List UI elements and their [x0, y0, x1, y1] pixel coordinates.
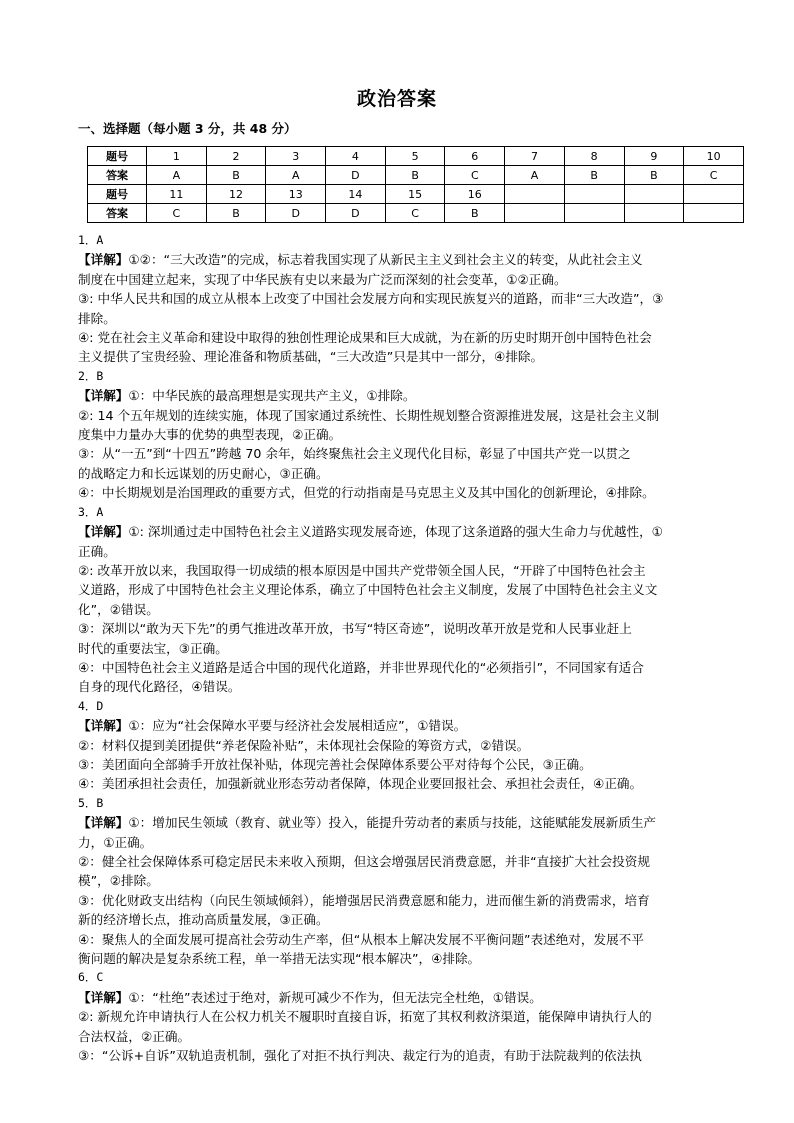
text-line: ④：中国特色社会主义道路是适合中国的现代化道路，并非世界现代化的“必须指引”，不同国家有适合	[78, 659, 644, 675]
text-line: ②: 新规允许申请执行人在公权力机关不履职时直接自诉，拓宽了其权利救济渠道，能保障申请执行人的	[78, 1009, 652, 1025]
text-line: 化”，②错误。	[78, 601, 159, 617]
table-cell: D	[326, 166, 386, 185]
text-line: ④：美团承担社会责任，加强新就业形态劳动者保障，体现企业要回报社会、承担社会责任，④正确。	[78, 776, 643, 792]
text-line: 力，①正确。	[78, 834, 153, 850]
table-row	[88, 204, 744, 223]
table-row	[88, 147, 744, 166]
table-cell: 14	[326, 185, 386, 204]
question-number: 1．A	[78, 233, 104, 247]
table-cell: C	[385, 204, 445, 223]
table-cell: B	[624, 166, 684, 185]
row-label: 题号	[88, 185, 147, 204]
text-line: 【详解】①：增加民生领域（教育、就业等）投入，能提升劳动者的素质与技能，这能赋能发展新质生产	[78, 815, 657, 831]
text-line: ④: 党在社会主义革命和建设中取得的独创性理论成果和巨大成就，为在新的历史时期开创中国特色社会	[78, 330, 652, 346]
table-cell	[624, 204, 684, 223]
text-line: 模”，②排除。	[78, 873, 159, 889]
table-cell: 6	[445, 147, 505, 166]
table-cell: C	[684, 166, 744, 185]
table-cell: C	[445, 166, 505, 185]
table-cell: 1	[147, 147, 207, 166]
table-cell: 16	[445, 185, 505, 204]
table-cell	[624, 185, 684, 204]
explanation-tag: 【详解】	[78, 524, 129, 540]
text-line: 制度在中国建立起来，实现了中华民族有史以来最为广泛而深刻的社会变革，①②正确。	[78, 271, 567, 287]
text-line: ③：从“一五”到“十四五”跨越 70 余年，始终聚焦社会主义现代化目标，彰显了中国共产党一以贯之	[78, 446, 631, 462]
document-title: 政治答案	[356, 88, 437, 110]
question-number: 6．C	[78, 970, 104, 985]
table-cell: 5	[385, 147, 445, 166]
table-cell: 15	[385, 185, 445, 204]
text-line: 【详解】①②：“三大改造”的完成，标志着我国实现了从新民主主义到社会主义的转变，从此社会主义	[78, 252, 643, 268]
text-line: ③：优化财政支出结构（向民生领域倾斜），能增强居民消费意愿和能力，进而催生新的消费需求，培育	[78, 892, 650, 908]
text-line: 度集中力量办大事的优势的典型表现，②正确。	[78, 427, 342, 443]
text-line: 【详解】①：应为“社会保障水平要与经济社会发展相适应”，①错误。	[78, 718, 467, 734]
table-cell	[564, 185, 624, 204]
text-line: 排除。	[78, 310, 116, 326]
table-cell	[684, 204, 744, 223]
table-cell: 11	[147, 185, 207, 204]
table-cell: 13	[266, 185, 326, 204]
text-line: 【详解】①：中华民族的最高理想是实现共产主义，①排除。	[78, 388, 416, 404]
text-line: ②: 14 个五年规划的连续实施，体现了国家通过系统性、长期性规划整合资源推进发展，这是社会主义制	[78, 407, 660, 423]
text-line: ②：材料仅提到美团提供“养老保险补贴”，未体现社会保险的筹资方式，②错误。	[78, 737, 530, 753]
table-cell: A	[147, 166, 207, 185]
text-line: 【详解】①：“杜绝”表述过于绝对，新规可减少不作为，但无法完全杜绝，①错误。	[78, 989, 542, 1005]
table-cell: 3	[266, 147, 326, 166]
text-line: 自身的现代化路径，④错误。	[78, 679, 241, 695]
row-label: 题号	[88, 147, 147, 166]
question-number: 5．B	[78, 795, 104, 810]
table-cell: B	[206, 204, 266, 223]
table-cell: D	[266, 204, 326, 223]
text-line: 【详解】①: 深圳通过走中国特色社会主义道路实现发展奇迹，体现了这条道路的强大生命力与优越性，①	[78, 524, 663, 540]
text-line: 的战略定力和长远谋划的历史耐心，③正确。	[78, 465, 329, 481]
table-cell: 7	[505, 147, 565, 166]
text-line: 正确。	[78, 543, 116, 559]
text-line: 义道路，形成了中国特色社会主义理论体系，确立了中国特色社会主义制度，发展了中国特色社会主义文	[78, 582, 658, 598]
text-line: ②: 改革开放以来，我国取得一切成绩的根本原因是中国共产党带领全国人民，“开辟了中国特色社会主	[78, 562, 646, 578]
answer-table	[87, 146, 744, 223]
table-cell: 10	[684, 147, 744, 166]
table-cell: B	[385, 166, 445, 185]
text-line: ③: 中华人民共和国的成立从根本上改变了中国社会发展方向和实现民族复兴的道路，而非“三大改造”，③	[78, 291, 664, 307]
explanations	[78, 231, 722, 1065]
text-line: ③：“公诉+自诉”双轨追责机制，强化了对拒不执行判决、裁定行为的追责，有助于法院裁判的依法执	[78, 1048, 642, 1064]
table-cell: C	[147, 204, 207, 223]
table-cell: 9	[624, 147, 684, 166]
explanation-tag: 【详解】	[78, 388, 129, 404]
question-number: 4．D	[78, 698, 104, 713]
explanation-tag: 【详解】	[78, 718, 129, 734]
question-number: 3．A	[78, 504, 104, 519]
table-cell	[505, 204, 565, 223]
text-line: 新的经济增长点，推动高质量发展，③正确。	[78, 912, 329, 928]
table-cell	[564, 204, 624, 223]
table-cell: 8	[564, 147, 624, 166]
text-line: 时代的重要法宝，③正确。	[78, 640, 228, 656]
table-cell: B	[206, 166, 266, 185]
table-cell: A	[505, 166, 565, 185]
row-label: 答案	[88, 204, 147, 223]
table-cell: 12	[206, 185, 266, 204]
text-line: ③：深圳以“敢为天下先”的勇气推进改革开放，书写“特区奇迹”，说明改革开放是党和人民事业赶上	[78, 621, 632, 637]
table-cell	[505, 185, 565, 204]
table-cell: 4	[326, 147, 386, 166]
question-number: 2．B	[78, 368, 104, 383]
table-cell: B	[445, 204, 505, 223]
text-line: 衡问题的解决是复杂系统工程，单一举措无法实现“根本解决”，④排除。	[78, 951, 481, 967]
explanation-tag: 【详解】	[78, 252, 129, 268]
text-line: ③：美团面向全部骑手开放社保补贴，体现完善社会保障体系要公平对待每个公民，③正确。	[78, 756, 592, 772]
table-row	[88, 185, 744, 204]
text-line: 合法权益，②正确。	[78, 1028, 191, 1044]
table-cell: B	[564, 166, 624, 185]
text-line: ④：聚焦人的全面发展可提高社会劳动生产率，但“从根本上解决发展不平衡问题”表述绝对，发展不平	[78, 931, 644, 947]
table-cell: 2	[206, 147, 266, 166]
table-cell: D	[326, 204, 386, 223]
text-line: ④：中长期规划是治国理政的重要方式，但党的行动指南是马克思主义及其中国化的创新理论，④排除。	[78, 485, 655, 501]
explanation-tag: 【详解】	[78, 815, 129, 831]
table-row	[88, 166, 744, 185]
row-label: 答案	[88, 166, 147, 185]
text-line: 主义提供了宝贵经验、理论准备和物质基础，“三大改造”只是其中一部分，④排除。	[78, 349, 544, 365]
table-cell	[684, 185, 744, 204]
table-cell: A	[266, 166, 326, 185]
text-line: ②：健全社会保障体系可稳定居民未来收入预期，但这会增强居民消费意愿，并非“直接扩大社会投资规	[78, 854, 650, 869]
explanation-tag: 【详解】	[78, 989, 129, 1005]
section-heading: 一、选择题（每小题 3 分，共 48 分）	[78, 121, 297, 136]
